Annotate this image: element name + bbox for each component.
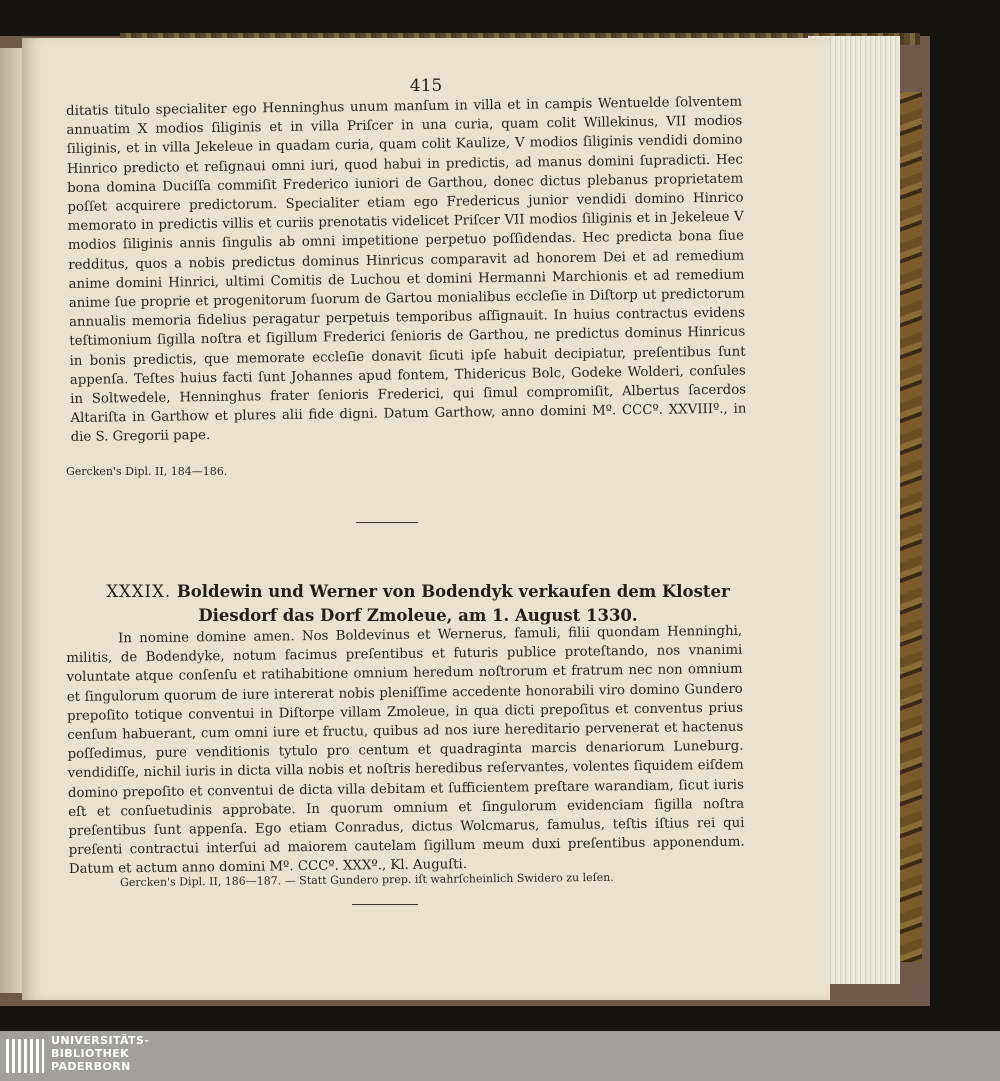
- section-divider: [356, 522, 418, 523]
- library-logo-icon: [6, 1039, 44, 1073]
- library-name: UNIVERSITÄTS- BIBLIOTHEK PADERBORN: [51, 1034, 150, 1073]
- facing-page-edge: [0, 48, 24, 993]
- page-number: 415: [409, 76, 443, 96]
- document-title: Boldewin und Werner von Bodendyk verkaufen dem Kloster Diesdorf das Dorf Zmoleue, am 1. August 1330.: [176, 582, 730, 625]
- end-divider: [352, 904, 418, 905]
- charter-text-continued: ditatis titulo specialiter ego Henninghus unum manſum in villa et in campis Wentuelde ſolventem annuatim X modios ſiliginis et in villa Priſcer in una curia, quam colit Willekinus, VII modios ſiliginis, et in villa Jekeleue in quadam curia, quam colit Kaulize, V modios ſiliginis vendidi domino Hinrico predicto et reſignaui omni iuri, quod habui in predictis, ad manus domini ſupradicti. Hec bona domina Duciſſa commiſit Frederico iuniori de Garthou, donec dictus plebanus proprietatem poſſet acquirere predictorum. Specialiter etiam ego Fredericus junior vendidi domino Hinrico memorato in predictis villis et curiis prenotatis videlicet Priſcer VII modios ſiliginis et in Jekeleue V modios ſiliginis annis ſingulis ab omni impetitione perpetuo poſſidendas. Hec predicta bona ſiue redditus, quos a nobis predictus dominus Hinricus comparavit ad honorem Dei et ad remedium anime domini Hinrici, ultimi Comitis de Luchou et domini Hermanni Marchionis et ad remedium anime ſue proprie et progenitorum ſuorum de Gartou monialibus eccleſie in Diſtorp ut predictorum annualis memoria fidelius peragatur perpetuis temporibus aſſignauit. In huius contractus evidens teſtimonium ſigilla noſtra et ſigillum Frederici ſenioris de Garthou, ne predictus dominus Hinricus in bonis predictis, que memorate eccleſie donavit ſicuti ipſe habuit decipiatur, preſentibus ſunt appenſa. Teſtes huius facti ſunt Johannes apud fontem, Thidericus Bolc, Godeke Wolderi, conſules in Soltwedele, Henninghus frater ſenioris Frederici, qui ſimul compromiſit, Albertus ſacerdos Altariſta in Garthow et plures alii fide digni. Datum Garthow, anno domini Mº. CCCº. XXVIIIº., in die S. Gregorii pape.: [66, 94, 747, 446]
- source-note: Gercken's Dipl. II, 184—186.: [66, 465, 228, 478]
- book-page: [22, 38, 830, 1000]
- charter-text: In nomine domine amen. Nos Boldevinus et Wernerus, famuli, filii quondam Henninghi, militis, de Bodendyke, notum facimus preſentibus et futuris publice proteſtando, nos vnanimi voluntate atque conſenſu et ratihabitione omnium heredum noſtrorum et fratrum nec non omnium et ſingulorum quorum de iure intererat nobis pleniſſime accedente honorabili viro domino Gundero prepoſito totique conventui in Diſtorpe villam Zmoleue, in qua dicti prepoſitus et conventus prius cenſum habuerant, cum omni iure et fructu, quibus ad nos iure hereditario pervenerat et hactenus poſſedimus, pure venditionis tytulo pro centum et quadraginta marcis denariorum Luneburg. vendidiſſe, nichil iuris in dicta villa nobis et noſtris heredibus reſervantes, volentes ſiquidem eiſdem domino prepoſito et conventui de dicta villa debitam et ſufficientem preſtare warandiam, ſicut iuris eſt et conſuetudinis approbate. In quorum omnium et ſingulorum evidenciam ſigilla noſtra preſentibus ſunt appenſa. Ego etiam Conradus, dictus Wolcmarus, famulus, teſtis iſtius rei qui preſenti contractui interſui ad maiorem cautelam ſigillum meum duxi preſentibus apponendum. Datum et actum anno domini Mº. CCCº. XXXº., Kl. Auguſti.: [66, 623, 745, 878]
- document-number: XXXIX.: [106, 582, 172, 601]
- library-footer: [0, 1031, 1000, 1081]
- source-note: Gercken's Dipl. II, 186—187. — Statt Gundero prep. iſt wahrſcheinlich Swidero zu leſen.: [120, 870, 614, 889]
- document-heading: [80, 580, 756, 628]
